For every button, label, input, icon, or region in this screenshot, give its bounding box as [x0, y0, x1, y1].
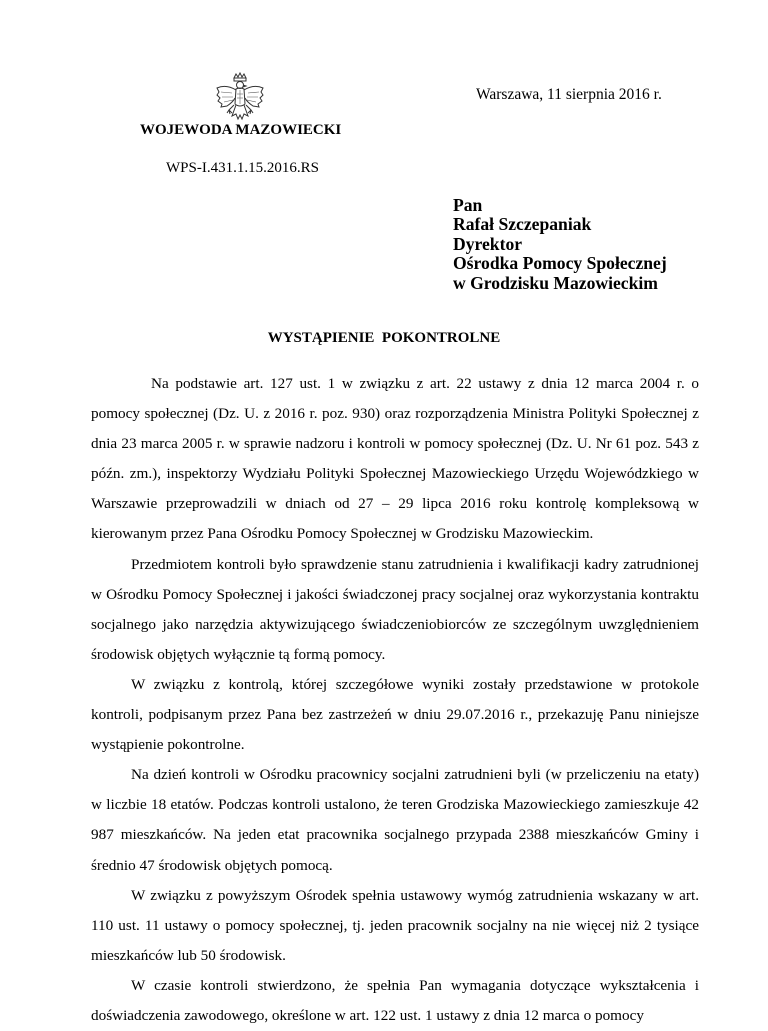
addressee-line: Pan	[453, 195, 483, 215]
body-paragraph: W czasie kontroli stwierdzono, że spełnia Pan wymagania dotyczące wykształcenia i doświadczenia zawodowego, określone w art. 122 ust. 1 ustawy z dnia 12 marca o pomocy	[91, 976, 699, 1024]
body-paragraph: W związku z powyższym Ośrodek spełnia ustawowy wymóg zatrudnienia wskazany w art. 110 ust. 11 ustawy o pomocy społecznej, tj. jeden pracownik socjalny na nie więcej niż 2 tysiące mieszkańców lub 50 środowisk.	[91, 886, 699, 964]
addressee-line: w Grodzisku Mazowieckim	[453, 272, 658, 293]
document-heading: WYSTĄPIENIE POKONTROLNE	[267, 330, 501, 346]
issuing-authority: WOJEWODA MAZOWIECKI	[140, 122, 342, 138]
body-paragraph: Na dzień kontroli w Ośrodku pracownicy socjalni zatrudnieni byli (w przeliczeniu na etaty) w liczbie 18 etatów. Podczas kontroli ustalono, że teren Grodziska Mazowieckiego zamieszkuje 42 987 mieszkańców. Na jeden etat pracownika socjalnego przypada 2388 mieszkańców Gminy i średnio 47 środowisk objętych pomocą.	[91, 766, 699, 874]
reference-number: WPS-I.431.1.15.2016.RS	[166, 160, 319, 176]
document-body	[91, 369, 699, 1031]
addressee-line: Ośrodka Pomocy Społecznej	[453, 253, 667, 274]
body-paragraph: W związku z kontrolą, której szczegółowe wyniki zostały przedstawione w protokole kontroli, podpisanym przez Pana bez zastrzeżeń w dniu 29.07.2016 r., przekazuję Panu niniejsze wystąpienie pokontrolne.	[91, 675, 699, 754]
place-and-date: Warszawa, 11 sierpnia 2016 r.	[476, 86, 662, 103]
white-eagle-emblem-icon	[214, 72, 266, 126]
addressee-line: Rafał Szczepaniak	[453, 214, 592, 235]
body-paragraph: Na podstawie art. 127 ust. 1 w związku z art. 22 ustawy z dnia 12 marca 2004 r. o pomocy społecznej (Dz. U. z 2016 r. poz. 930) oraz rozporządzenia Ministra Polityki Społecznej z dnia 23 marca 2005 r. w sprawie nadzoru i kontroli w pomocy społecznej (Dz. U. Nr 61 poz. 543 z późn. zm.), inspektorzy Wydziału Polityki Społecznej Mazowieckiego Urzędu Wojewódzkiego w Warszawie przeprowadzili w dniach od 27 – 29 lipca 2016 roku kontrolę kompleksową w kierowanym przez Pana Ośrodku Pomocy Społecznej w Grodzisku Mazowieckim.	[91, 375, 699, 543]
body-paragraph: Przedmiotem kontroli było sprawdzenie stanu zatrudnienia i kwalifikacji kadry zatrudnionej w Ośrodku Pomocy Społecznej i jakości świadczonej pracy socjalnej oraz wykorzystania kontraktu socjalnego jako narzędzia aktywizującego świadczeniobiorców ze szczególnym uwzględnieniem środowisk objętych wyłącznie tą formą pomocy.	[91, 555, 699, 663]
addressee-block	[453, 196, 667, 293]
addressee-line: Dyrektor	[453, 233, 523, 254]
